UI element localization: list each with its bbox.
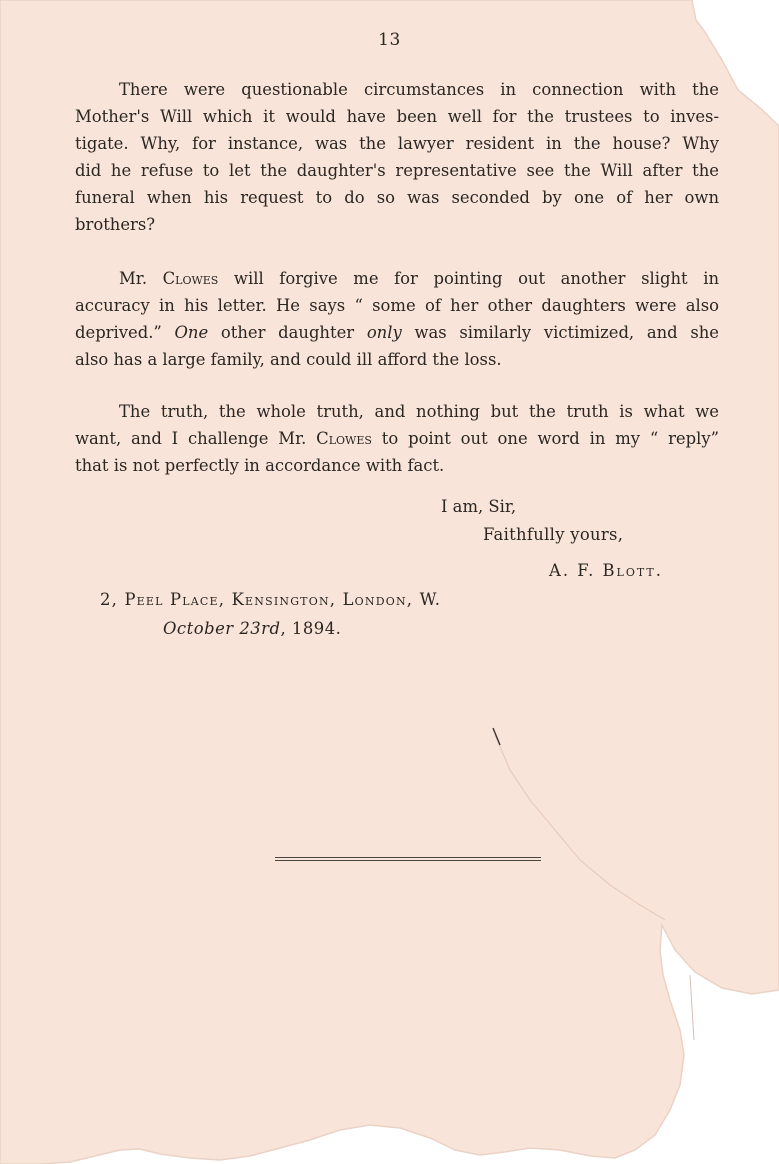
paragraph-2 <box>75 265 719 373</box>
date-day: 23rd <box>239 619 281 638</box>
signature: A. F. Blott. <box>549 561 663 580</box>
text-line <box>75 425 719 452</box>
closing-valediction: Faithfully yours, <box>483 525 624 544</box>
paragraph-1 <box>75 76 719 238</box>
text-line: brothers? <box>75 215 156 234</box>
name-clowes: Clowes <box>316 429 372 448</box>
text-line: did he refuse to let the daughter's representative see the Will after the <box>75 161 719 180</box>
letter-date <box>163 619 341 638</box>
closing-salutation: I am, Sir, <box>441 497 517 516</box>
text-line: also has a large family, and could ill afford the loss. <box>75 350 502 369</box>
text-run: will forgive me for pointing out another slight in <box>218 269 719 288</box>
paragraph-3 <box>75 398 719 479</box>
text-run: was similarly victimized, and she <box>401 323 720 342</box>
text-line: tigate. Why, for instance, was the lawyer resident in the house? Why <box>75 134 719 153</box>
text-line <box>75 319 719 346</box>
text-line: There were questionable circumstances in connection with the <box>119 80 719 99</box>
text-run: to point out one word in my “ reply” <box>371 429 720 448</box>
text-line: that is not perfectly in accordance with fact. <box>75 456 445 475</box>
text-line: The truth, the whole truth, and nothing but the truth is what we <box>119 402 719 421</box>
name-clowes: Clowes <box>162 269 219 288</box>
italic-one: One <box>174 323 209 342</box>
text-run: Mr. <box>119 269 163 288</box>
text-line: funeral when his request to do so was seconded by one of her own <box>75 188 719 207</box>
page-number: 13 <box>378 30 401 50</box>
text-run: other daughter <box>208 323 367 342</box>
text-line: Mother's Will which it would have been well for the trustees to inves- <box>75 107 719 126</box>
italic-only: only <box>366 323 402 342</box>
text-line <box>75 265 719 292</box>
double-rule-divider <box>275 857 541 861</box>
date-year: , 1894. <box>280 619 342 638</box>
sender-address: 2, Peel Place, Kensington, London, W. <box>100 590 442 609</box>
text-line: accuracy in his letter. He says “ some of her other daughters were also <box>75 296 719 315</box>
date-month: October <box>163 619 234 638</box>
text-run: deprived.” <box>75 323 175 342</box>
text-run: want, and I challenge Mr. <box>75 429 317 448</box>
